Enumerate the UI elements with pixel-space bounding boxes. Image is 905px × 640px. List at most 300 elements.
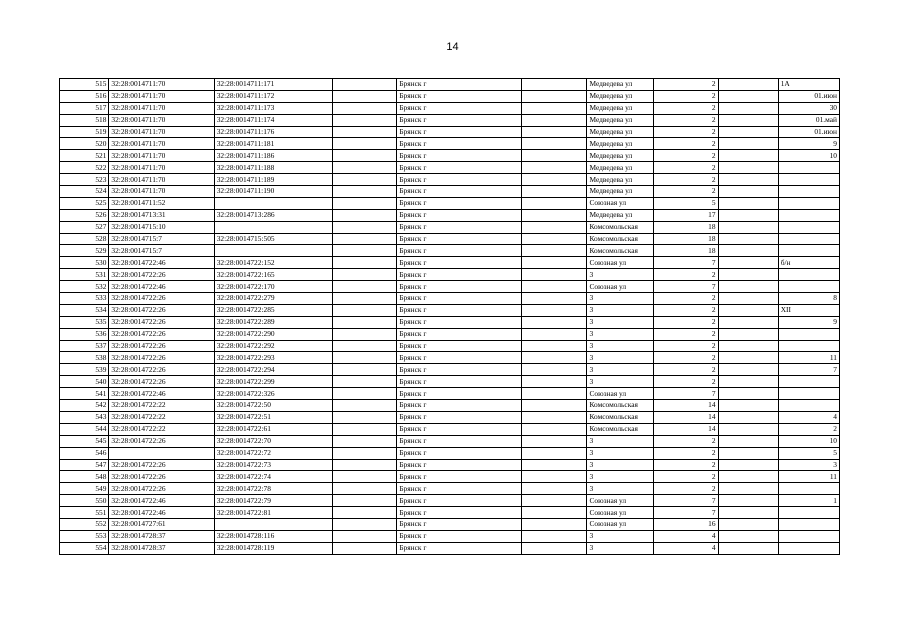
- table-row: [60, 233, 840, 245]
- table-row: [60, 542, 840, 554]
- row-number-cell: 540: [60, 376, 109, 388]
- city-cell: Брянск г: [397, 316, 522, 328]
- street-cell: 3: [587, 530, 654, 542]
- city-cell: Брянск г: [397, 186, 522, 198]
- house-number-cell: 2: [654, 186, 718, 198]
- blank-cell-b: [521, 293, 587, 305]
- row-number-cell: 533: [60, 293, 109, 305]
- apartment-cell: 8: [778, 293, 839, 305]
- blank-cell-b: [521, 114, 587, 126]
- city-cell: Брянск г: [397, 293, 522, 305]
- blank-cell-c: [718, 352, 778, 364]
- street-cell: Медведева ул: [587, 174, 654, 186]
- blank-cell-c: [718, 435, 778, 447]
- street-cell: Комсомольская: [587, 221, 654, 233]
- apartment-cell: [778, 221, 839, 233]
- blank-cell-a: [332, 293, 396, 305]
- cadastral-number-cell: 32:28:0014722:293: [214, 352, 332, 364]
- parent-cadastral-number-cell: 32:28:0014722:26: [109, 304, 214, 316]
- street-cell: Медведева ул: [587, 209, 654, 221]
- parent-cadastral-number-cell: 32:28:0014711:52: [109, 197, 214, 209]
- city-cell: Брянск г: [397, 530, 522, 542]
- blank-cell-b: [521, 388, 587, 400]
- cadastral-number-cell: 32:28:0014722:81: [214, 507, 332, 519]
- blank-cell-c: [718, 447, 778, 459]
- row-number-cell: 541: [60, 388, 109, 400]
- house-number-cell: 4: [654, 530, 718, 542]
- table-row: [60, 186, 840, 198]
- city-cell: Брянск г: [397, 400, 522, 412]
- cadastral-number-cell: 32:28:0014722:326: [214, 388, 332, 400]
- city-cell: Брянск г: [397, 114, 522, 126]
- street-cell: 3: [587, 293, 654, 305]
- blank-cell-c: [718, 495, 778, 507]
- street-cell: 3: [587, 471, 654, 483]
- house-number-cell: 2: [654, 328, 718, 340]
- cadastral-number-cell: 32:28:0014711:181: [214, 138, 332, 150]
- blank-cell-c: [718, 209, 778, 221]
- street-cell: Комсомольская: [587, 400, 654, 412]
- blank-cell-b: [521, 542, 587, 554]
- blank-cell-a: [332, 518, 396, 530]
- blank-cell-b: [521, 435, 587, 447]
- apartment-cell: 30: [778, 102, 839, 114]
- apartment-cell: [778, 518, 839, 530]
- house-number-cell: 2: [654, 126, 718, 138]
- row-number-cell: 529: [60, 245, 109, 257]
- table-row: [60, 281, 840, 293]
- apartment-cell: 11: [778, 471, 839, 483]
- blank-cell-a: [332, 364, 396, 376]
- table-row: [60, 376, 840, 388]
- apartment-cell: [778, 245, 839, 257]
- table-row: [60, 209, 840, 221]
- parent-cadastral-number-cell: 32:28:0014711:70: [109, 114, 214, 126]
- blank-cell-c: [718, 293, 778, 305]
- street-cell: 3: [587, 447, 654, 459]
- cadastral-number-cell: 32:28:0014722:170: [214, 281, 332, 293]
- apartment-cell: 4: [778, 411, 839, 423]
- apartment-cell: 01.июн: [778, 90, 839, 102]
- table-row: [60, 518, 840, 530]
- blank-cell-c: [718, 340, 778, 352]
- table-row: [60, 352, 840, 364]
- city-cell: Брянск г: [397, 150, 522, 162]
- table-body: [60, 79, 840, 555]
- blank-cell-a: [332, 471, 396, 483]
- apartment-cell: [778, 507, 839, 519]
- city-cell: Брянск г: [397, 197, 522, 209]
- blank-cell-b: [521, 328, 587, 340]
- apartment-cell: [778, 186, 839, 198]
- table-row: [60, 316, 840, 328]
- city-cell: Брянск г: [397, 90, 522, 102]
- row-number-cell: 543: [60, 411, 109, 423]
- apartment-cell: 11: [778, 352, 839, 364]
- house-number-cell: 7: [654, 495, 718, 507]
- parent-cadastral-number-cell: 32:28:0014711:70: [109, 90, 214, 102]
- apartment-cell: 7: [778, 364, 839, 376]
- apartment-cell: [778, 281, 839, 293]
- blank-cell-b: [521, 138, 587, 150]
- city-cell: Брянск г: [397, 352, 522, 364]
- street-cell: 3: [587, 364, 654, 376]
- table-row: [60, 126, 840, 138]
- house-number-cell: 2: [654, 364, 718, 376]
- blank-cell-a: [332, 340, 396, 352]
- street-cell: Комсомольская: [587, 245, 654, 257]
- apartment-cell: [778, 174, 839, 186]
- parent-cadastral-number-cell: 32:28:0014722:26: [109, 316, 214, 328]
- table-row: [60, 530, 840, 542]
- blank-cell-c: [718, 411, 778, 423]
- parent-cadastral-number-cell: 32:28:0014722:46: [109, 507, 214, 519]
- house-number-cell: 5: [654, 197, 718, 209]
- street-cell: Медведева ул: [587, 126, 654, 138]
- city-cell: Брянск г: [397, 257, 522, 269]
- parent-cadastral-number-cell: 32:28:0014722:22: [109, 423, 214, 435]
- parent-cadastral-number-cell: 32:28:0014722:26: [109, 364, 214, 376]
- house-number-cell: 2: [654, 90, 718, 102]
- blank-cell-b: [521, 507, 587, 519]
- blank-cell-b: [521, 162, 587, 174]
- table-row: [60, 293, 840, 305]
- blank-cell-c: [718, 459, 778, 471]
- blank-cell-a: [332, 197, 396, 209]
- parent-cadastral-number-cell: 32:28:0014711:70: [109, 162, 214, 174]
- parent-cadastral-number-cell: 32:28:0014715:7: [109, 245, 214, 257]
- house-number-cell: 2: [654, 352, 718, 364]
- blank-cell-c: [718, 400, 778, 412]
- parent-cadastral-number-cell: 32:28:0014722:26: [109, 459, 214, 471]
- blank-cell-c: [718, 233, 778, 245]
- apartment-cell: [778, 400, 839, 412]
- apartment-cell: 2: [778, 423, 839, 435]
- house-number-cell: 14: [654, 400, 718, 412]
- table-row: [60, 328, 840, 340]
- apartment-cell: [778, 376, 839, 388]
- cadastral-number-cell: 32:28:0014722:279: [214, 293, 332, 305]
- blank-cell-b: [521, 269, 587, 281]
- table-row: [60, 114, 840, 126]
- blank-cell-a: [332, 507, 396, 519]
- blank-cell-b: [521, 197, 587, 209]
- cadastral-number-cell: 32:28:0014722:78: [214, 483, 332, 495]
- city-cell: Брянск г: [397, 483, 522, 495]
- cadastral-number-cell: 32:28:0014713:286: [214, 209, 332, 221]
- blank-cell-a: [332, 257, 396, 269]
- table-row: [60, 447, 840, 459]
- city-cell: Брянск г: [397, 542, 522, 554]
- city-cell: Брянск г: [397, 459, 522, 471]
- cadastral-number-cell: 32:28:0014722:285: [214, 304, 332, 316]
- blank-cell-b: [521, 281, 587, 293]
- cadastral-number-cell: 32:28:0014722:51: [214, 411, 332, 423]
- blank-cell-a: [332, 376, 396, 388]
- blank-cell-a: [332, 435, 396, 447]
- blank-cell-c: [718, 328, 778, 340]
- city-cell: Брянск г: [397, 281, 522, 293]
- city-cell: Брянск г: [397, 245, 522, 257]
- blank-cell-c: [718, 530, 778, 542]
- blank-cell-c: [718, 388, 778, 400]
- blank-cell-b: [521, 364, 587, 376]
- blank-cell-b: [521, 459, 587, 471]
- apartment-cell: 9: [778, 138, 839, 150]
- cadastral-number-cell: 32:28:0014715:505: [214, 233, 332, 245]
- blank-cell-c: [718, 245, 778, 257]
- cadastral-number-cell: [214, 197, 332, 209]
- blank-cell-c: [718, 471, 778, 483]
- blank-cell-a: [332, 352, 396, 364]
- house-number-cell: 17: [654, 209, 718, 221]
- row-number-cell: 544: [60, 423, 109, 435]
- blank-cell-b: [521, 126, 587, 138]
- blank-cell-a: [332, 126, 396, 138]
- blank-cell-a: [332, 542, 396, 554]
- cadastral-number-cell: 32:28:0014722:72: [214, 447, 332, 459]
- house-number-cell: 2: [654, 162, 718, 174]
- cadastral-number-cell: 32:28:0014711:189: [214, 174, 332, 186]
- blank-cell-b: [521, 411, 587, 423]
- house-number-cell: 2: [654, 376, 718, 388]
- blank-cell-c: [718, 174, 778, 186]
- row-number-cell: 527: [60, 221, 109, 233]
- blank-cell-c: [718, 483, 778, 495]
- blank-cell-b: [521, 79, 587, 91]
- street-cell: Союзная ул: [587, 495, 654, 507]
- table-row: [60, 162, 840, 174]
- house-number-cell: 2: [654, 293, 718, 305]
- blank-cell-a: [332, 174, 396, 186]
- street-cell: Комсомольская: [587, 423, 654, 435]
- house-number-cell: 2: [654, 150, 718, 162]
- house-number-cell: 2: [654, 483, 718, 495]
- apartment-cell: [778, 197, 839, 209]
- table-row: [60, 79, 840, 91]
- city-cell: Брянск г: [397, 471, 522, 483]
- blank-cell-a: [332, 209, 396, 221]
- city-cell: Брянск г: [397, 79, 522, 91]
- row-number-cell: 515: [60, 79, 109, 91]
- street-cell: Союзная ул: [587, 507, 654, 519]
- apartment-cell: 01.май: [778, 114, 839, 126]
- row-number-cell: 547: [60, 459, 109, 471]
- house-number-cell: 2: [654, 79, 718, 91]
- blank-cell-b: [521, 352, 587, 364]
- street-cell: Союзная ул: [587, 257, 654, 269]
- cadastral-number-cell: 32:28:0014722:290: [214, 328, 332, 340]
- row-number-cell: 526: [60, 209, 109, 221]
- table-row: [60, 245, 840, 257]
- blank-cell-a: [332, 459, 396, 471]
- street-cell: 3: [587, 352, 654, 364]
- table-row: [60, 471, 840, 483]
- house-number-cell: 2: [654, 447, 718, 459]
- parent-cadastral-number-cell: 32:28:0014715:10: [109, 221, 214, 233]
- city-cell: Брянск г: [397, 102, 522, 114]
- table-row: [60, 150, 840, 162]
- blank-cell-a: [332, 400, 396, 412]
- cadastral-number-cell: 32:28:0014711:172: [214, 90, 332, 102]
- table-row: [60, 483, 840, 495]
- blank-cell-a: [332, 186, 396, 198]
- city-cell: Брянск г: [397, 209, 522, 221]
- table-row: [60, 90, 840, 102]
- city-cell: Брянск г: [397, 138, 522, 150]
- table-row: [60, 495, 840, 507]
- city-cell: Брянск г: [397, 340, 522, 352]
- table-row: [60, 364, 840, 376]
- house-number-cell: 18: [654, 221, 718, 233]
- blank-cell-c: [718, 316, 778, 328]
- city-cell: Брянск г: [397, 364, 522, 376]
- house-number-cell: 18: [654, 245, 718, 257]
- street-cell: Союзная ул: [587, 197, 654, 209]
- house-number-cell: 2: [654, 340, 718, 352]
- table-row: [60, 174, 840, 186]
- blank-cell-c: [718, 304, 778, 316]
- row-number-cell: 554: [60, 542, 109, 554]
- cadastral-number-cell: 32:28:0014722:289: [214, 316, 332, 328]
- table-row: [60, 435, 840, 447]
- row-number-cell: 517: [60, 102, 109, 114]
- blank-cell-b: [521, 530, 587, 542]
- apartment-cell: 01.июн: [778, 126, 839, 138]
- row-number-cell: 551: [60, 507, 109, 519]
- row-number-cell: 525: [60, 197, 109, 209]
- parent-cadastral-number-cell: 32:28:0014727:61: [109, 518, 214, 530]
- row-number-cell: 539: [60, 364, 109, 376]
- street-cell: 3: [587, 304, 654, 316]
- row-number-cell: 553: [60, 530, 109, 542]
- row-number-cell: 536: [60, 328, 109, 340]
- parent-cadastral-number-cell: 32:28:0014722:26: [109, 340, 214, 352]
- cadastral-number-cell: 32:28:0014711:174: [214, 114, 332, 126]
- table-row: [60, 304, 840, 316]
- blank-cell-c: [718, 269, 778, 281]
- apartment-cell: [778, 269, 839, 281]
- parent-cadastral-number-cell: 32:28:0014728:37: [109, 542, 214, 554]
- parent-cadastral-number-cell: 32:28:0014711:70: [109, 150, 214, 162]
- parent-cadastral-number-cell: 32:28:0014722:26: [109, 435, 214, 447]
- parent-cadastral-number-cell: 32:28:0014715:7: [109, 233, 214, 245]
- parent-cadastral-number-cell: 32:28:0014722:22: [109, 411, 214, 423]
- parent-cadastral-number-cell: 32:28:0014711:70: [109, 102, 214, 114]
- blank-cell-c: [718, 376, 778, 388]
- row-number-cell: 530: [60, 257, 109, 269]
- row-number-cell: 531: [60, 269, 109, 281]
- registry-table: [59, 78, 840, 555]
- street-cell: 3: [587, 435, 654, 447]
- cadastral-number-cell: 32:28:0014722:294: [214, 364, 332, 376]
- blank-cell-b: [521, 316, 587, 328]
- apartment-cell: [778, 542, 839, 554]
- blank-cell-a: [332, 530, 396, 542]
- house-number-cell: 7: [654, 507, 718, 519]
- street-cell: Медведева ул: [587, 150, 654, 162]
- street-cell: 3: [587, 459, 654, 471]
- house-number-cell: 2: [654, 435, 718, 447]
- row-number-cell: 520: [60, 138, 109, 150]
- house-number-cell: 7: [654, 281, 718, 293]
- apartment-cell: 1: [778, 495, 839, 507]
- blank-cell-a: [332, 447, 396, 459]
- cadastral-number-cell: 32:28:0014711:188: [214, 162, 332, 174]
- blank-cell-b: [521, 483, 587, 495]
- table-row: [60, 340, 840, 352]
- table-row: [60, 269, 840, 281]
- city-cell: Брянск г: [397, 507, 522, 519]
- blank-cell-c: [718, 90, 778, 102]
- blank-cell-b: [521, 102, 587, 114]
- blank-cell-a: [332, 114, 396, 126]
- row-number-cell: 550: [60, 495, 109, 507]
- street-cell: Медведева ул: [587, 90, 654, 102]
- cadastral-number-cell: 32:28:0014722:70: [214, 435, 332, 447]
- house-number-cell: 2: [654, 269, 718, 281]
- table-row: [60, 459, 840, 471]
- blank-cell-b: [521, 221, 587, 233]
- city-cell: Брянск г: [397, 233, 522, 245]
- table-row: [60, 221, 840, 233]
- row-number-cell: 538: [60, 352, 109, 364]
- row-number-cell: 534: [60, 304, 109, 316]
- parent-cadastral-number-cell: 32:28:0014722:46: [109, 388, 214, 400]
- apartment-cell: 3: [778, 459, 839, 471]
- city-cell: Брянск г: [397, 174, 522, 186]
- street-cell: Медведева ул: [587, 138, 654, 150]
- cadastral-number-cell: 32:28:0014722:50: [214, 400, 332, 412]
- row-number-cell: 523: [60, 174, 109, 186]
- blank-cell-b: [521, 447, 587, 459]
- apartment-cell: [778, 483, 839, 495]
- parent-cadastral-number-cell: 32:28:0014722:26: [109, 293, 214, 305]
- street-cell: Медведева ул: [587, 114, 654, 126]
- blank-cell-a: [332, 233, 396, 245]
- blank-cell-b: [521, 304, 587, 316]
- apartment-cell: 9: [778, 316, 839, 328]
- blank-cell-c: [718, 221, 778, 233]
- parent-cadastral-number-cell: 32:28:0014722:26: [109, 376, 214, 388]
- row-number-cell: 524: [60, 186, 109, 198]
- blank-cell-c: [718, 423, 778, 435]
- blank-cell-b: [521, 376, 587, 388]
- blank-cell-b: [521, 423, 587, 435]
- city-cell: Брянск г: [397, 162, 522, 174]
- blank-cell-c: [718, 102, 778, 114]
- house-number-cell: 2: [654, 114, 718, 126]
- blank-cell-b: [521, 90, 587, 102]
- blank-cell-a: [332, 304, 396, 316]
- blank-cell-b: [521, 186, 587, 198]
- street-cell: Союзная ул: [587, 281, 654, 293]
- street-cell: Союзная ул: [587, 388, 654, 400]
- blank-cell-c: [718, 281, 778, 293]
- row-number-cell: 537: [60, 340, 109, 352]
- apartment-cell: 5: [778, 447, 839, 459]
- street-cell: Комсомольская: [587, 233, 654, 245]
- parent-cadastral-number-cell: 32:28:0014711:70: [109, 138, 214, 150]
- parent-cadastral-number-cell: 32:28:0014722:26: [109, 269, 214, 281]
- street-cell: Союзная ул: [587, 518, 654, 530]
- blank-cell-b: [521, 518, 587, 530]
- cadastral-number-cell: [214, 518, 332, 530]
- street-cell: Медведева ул: [587, 102, 654, 114]
- city-cell: Брянск г: [397, 376, 522, 388]
- cadastral-number-cell: 32:28:0014722:61: [214, 423, 332, 435]
- blank-cell-c: [718, 542, 778, 554]
